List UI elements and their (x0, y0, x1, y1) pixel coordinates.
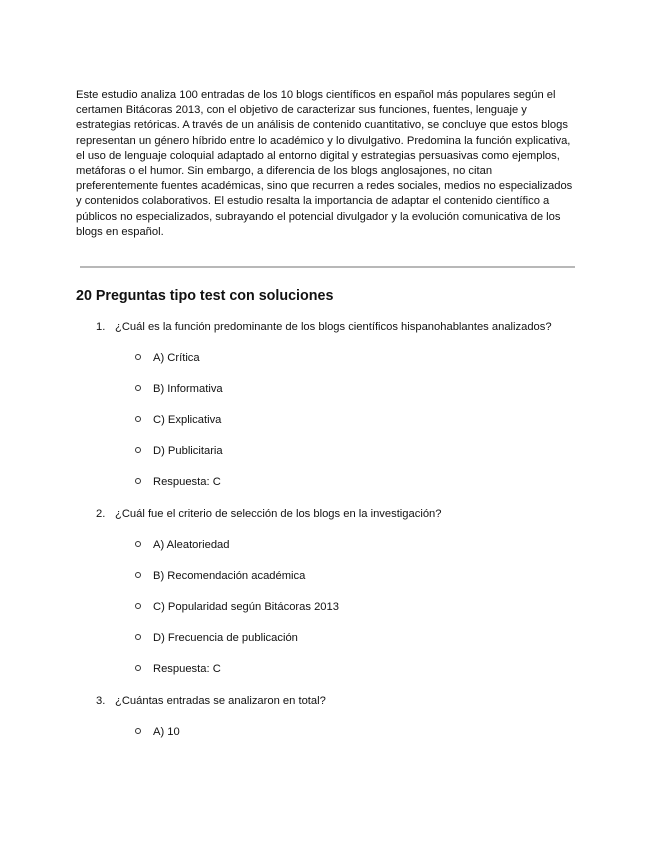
circle-bullet-icon (135, 416, 141, 422)
option-item (135, 539, 230, 551)
question-text: ¿Cuál es la función predominante de los blogs científicos hispanohablantes analizados? (115, 321, 552, 333)
question-text: ¿Cuántas entradas se analizaron en total? (115, 695, 326, 707)
option-text: C) Popularidad según Bitácoras 2013 (153, 601, 339, 613)
circle-bullet-icon (135, 634, 141, 640)
option-item (135, 383, 223, 395)
circle-bullet-icon (135, 728, 141, 734)
option-text: A) Crítica (153, 352, 200, 364)
option-text: D) Frecuencia de publicación (153, 632, 298, 644)
horizontal-divider (80, 266, 575, 268)
question-number: 2. (96, 508, 106, 520)
answer-text: Respuesta: C (153, 663, 221, 675)
option-text: A) 10 (153, 726, 180, 738)
option-text: A) Aleatoriedad (153, 539, 230, 551)
option-text: D) Publicitaria (153, 445, 223, 457)
question-2 (96, 508, 442, 520)
question-3 (96, 695, 326, 707)
option-text: B) Informativa (153, 383, 223, 395)
section-heading: 20 Preguntas tipo test con soluciones (76, 288, 334, 304)
option-item (135, 601, 339, 613)
circle-bullet-icon (135, 603, 141, 609)
question-1 (96, 321, 552, 333)
option-item (135, 726, 180, 738)
circle-bullet-icon (135, 541, 141, 547)
option-item (135, 352, 200, 364)
abstract-paragraph: Este estudio analiza 100 entradas de los 10 blogs científicos en español más populares según el certamen Bitácoras 2013, con el objetivo de caracterizar sus funciones, fuentes, lenguaje y estrategias retóricas. A través de un análisis de contenido cuantitativo, se concluye que estos blogs representan un género híbrido entre lo académico y lo divulgativo. Predomina la función explicativa, el uso de lenguaje coloquial adaptado al entorno digital y estrategias persuasivas como ejemplos, metáforas o el humor. Sin embargo, a diferencia de los blogs anglosajones, no citan preferentemente fuentes académicas, sino que recurren a redes sociales, medios no especializados y contenidos colaborativos. El estudio resalta la importancia de adaptar el contenido científico a públicos no especializados, subrayando el potencial divulgador y la evolución comunicativa de los blogs en español. (76, 89, 573, 238)
circle-bullet-icon (135, 665, 141, 671)
circle-bullet-icon (135, 447, 141, 453)
circle-bullet-icon (135, 354, 141, 360)
circle-bullet-icon (135, 478, 141, 484)
question-text: ¿Cuál fue el criterio de selección de los blogs en la investigación? (115, 508, 442, 520)
answer-item (135, 663, 221, 675)
option-item (135, 570, 305, 582)
question-number: 3. (96, 695, 106, 707)
option-item (135, 632, 298, 644)
question-number: 1. (96, 321, 106, 333)
answer-item (135, 476, 221, 488)
circle-bullet-icon (135, 385, 141, 391)
option-text: C) Explicativa (153, 414, 222, 426)
option-text: B) Recomendación académica (153, 570, 306, 582)
answer-text: Respuesta: C (153, 476, 221, 488)
circle-bullet-icon (135, 572, 141, 578)
option-item (135, 414, 221, 426)
option-item (135, 445, 223, 457)
